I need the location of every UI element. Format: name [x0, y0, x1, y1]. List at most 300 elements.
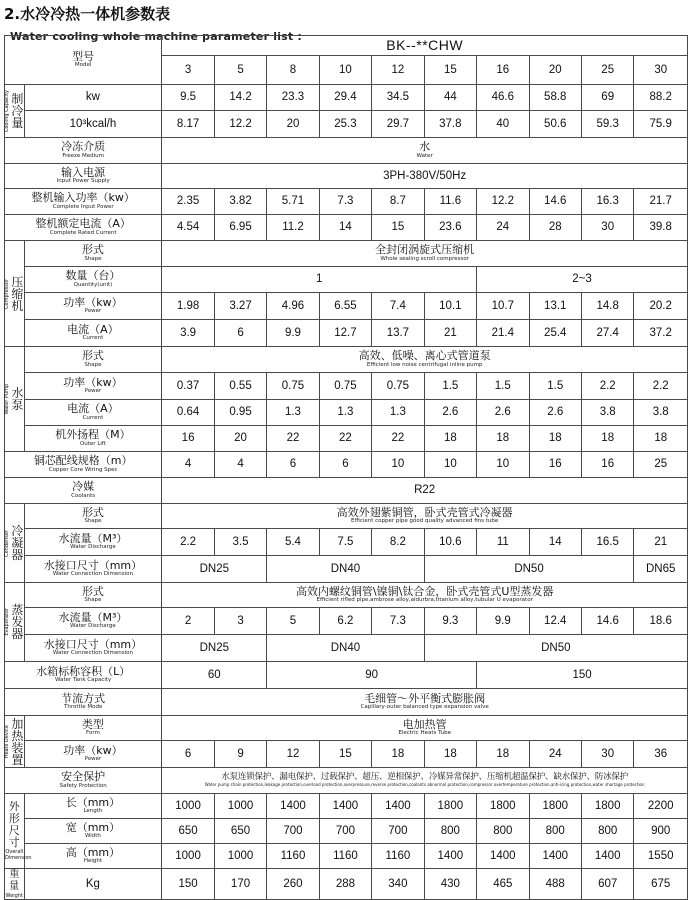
value-cell: 7.5: [319, 529, 371, 556]
cooling-group-cn: 制冷量: [11, 91, 24, 130]
model-number: 16: [477, 56, 529, 85]
input-power-supply-value: 3PH-380V/50Hz: [162, 164, 688, 189]
condenser-connection-row: [5, 556, 688, 583]
value-cell: 16.3: [581, 189, 633, 215]
condenser-shape-value-cell: [162, 504, 688, 529]
compressor-quantity-a: 1: [162, 267, 477, 293]
input-power-supply-label: 输入电源: [61, 165, 106, 179]
value-cell: 13.7: [372, 320, 424, 347]
compressor-current-row: [5, 320, 688, 347]
pump-shape-value: 高效、低噪、离心式管道泵: [358, 349, 491, 363]
pump-shape-value-en: Efficient low noise centrifugal inline pump: [366, 361, 483, 368]
value-cell: 7.3: [319, 189, 371, 215]
pump-group-en: Water Pump: [4, 383, 10, 415]
pump-lift-label: 机外扬程（M）: [55, 428, 131, 442]
value-cell: 10.6: [424, 529, 476, 556]
value-cell: 4.54: [162, 215, 214, 241]
value-cell: 14.6: [529, 189, 581, 215]
safety-row: [5, 768, 688, 794]
value-cell: 2.2: [162, 529, 214, 556]
condenser-shape-row: [5, 504, 688, 529]
water-tank-label-cell: [5, 662, 162, 689]
length-label-en: Length: [83, 808, 103, 815]
value-cell: 675: [634, 869, 688, 900]
heater-power-label: 功率（kw）: [63, 743, 123, 757]
value-cell: 25.3: [319, 111, 371, 138]
compressor-shape-value-en: Whole sealing scroll compressor: [380, 255, 469, 262]
value-cell: 22: [267, 426, 319, 452]
value-cell: 58.8: [529, 85, 581, 111]
value-cell: 11.6: [424, 189, 476, 215]
pump-current-label: 电流（A）: [67, 402, 119, 416]
value-cell: 10.1: [424, 293, 476, 320]
heater-form-value-cell: [162, 716, 688, 741]
page-title: [4, 3, 303, 43]
compressor-power-label-en: Power: [84, 308, 102, 315]
condenser-shape-label-en: Shape: [84, 518, 102, 525]
value-cell: 607: [581, 869, 633, 900]
value-cell: 650: [214, 819, 266, 844]
value-cell: 0.75: [372, 373, 424, 400]
value-cell: 3.5: [214, 529, 266, 556]
evaporator-connection-row: [5, 635, 688, 662]
cooling-kw-label: kw: [24, 85, 162, 111]
value-cell: 0.75: [319, 373, 371, 400]
evaporator-shape-value: 高效内螺纹铜管\镍铜\钛合金，卧式壳管式U型蒸发器: [295, 584, 554, 598]
value-cell: 88.2: [634, 85, 688, 111]
evaporator-connection-label: 水接口尺寸（mm）: [43, 637, 143, 651]
value-cell: 9.5: [162, 85, 214, 111]
value-cell: 1400: [267, 794, 319, 819]
value-cell: 3.27: [214, 293, 266, 320]
cooling-kcal-row: [5, 111, 688, 138]
value-cell: 1160: [319, 844, 371, 869]
value-cell: 1800: [581, 794, 633, 819]
value-cell: 21.4: [477, 320, 529, 347]
value-cell: 16: [581, 452, 633, 478]
model-number: 30: [634, 56, 688, 85]
value-cell: 14.2: [214, 85, 266, 111]
value-cell: 5.4: [267, 529, 319, 556]
value-cell: 36: [634, 741, 688, 768]
evaporator-shape-value-en: Efficient rifled pipe,ambrose alloy,aldurbra,titanium alloy,tubular U evaporator: [316, 597, 533, 604]
value-cell: 3.8: [634, 400, 688, 426]
value-cell: 14: [529, 529, 581, 556]
complete-rated-current-label-cell: [5, 215, 162, 241]
value-cell: 10.7: [477, 293, 529, 320]
pump-power-label-cell: [24, 373, 162, 400]
compressor-quantity-label-en: Quantity(unit): [73, 281, 113, 288]
value-cell: 14.6: [581, 608, 633, 635]
value-cell: 18: [581, 426, 633, 452]
pump-power-label: 功率（kw）: [63, 375, 123, 389]
value-cell: 46.6: [477, 85, 529, 111]
freeze-medium-value: 水: [419, 140, 431, 154]
height-label-cell: [24, 844, 162, 869]
pump-lift-label-en: Outer Lift: [79, 440, 106, 447]
weight-group-cell: [5, 869, 25, 900]
copper-wiring-label-en: Copper Core Wiring Spec: [48, 466, 118, 473]
condenser-connection-label: 水接口尺寸（mm）: [43, 558, 143, 572]
dimension-group-cell: [5, 794, 32, 869]
value-cell: 650: [162, 819, 214, 844]
value-cell: 2.2: [581, 373, 633, 400]
value-cell: 40: [477, 111, 529, 138]
model-label-cell: [5, 36, 162, 85]
compressor-current-label-en: Current: [82, 335, 104, 342]
value-cell: 260: [267, 869, 319, 900]
complete-rated-current-label-en: Complete Rated Current: [49, 229, 117, 236]
model-number: 8: [267, 56, 319, 85]
value-cell: 25.4: [529, 320, 581, 347]
title-en: Water cooling whole machine parameter list :: [10, 30, 303, 43]
value-cell: 488: [529, 869, 581, 900]
value-cell: 37.8: [424, 111, 476, 138]
parameter-table: [4, 35, 688, 900]
value-cell: 12: [267, 741, 319, 768]
value-cell: 288: [319, 869, 371, 900]
copper-wiring-row: [5, 452, 688, 478]
input-power-supply-row: [5, 164, 688, 189]
pump-power-label-en: Power: [84, 388, 102, 395]
value-cell: 430: [424, 869, 476, 900]
value-cell: 1400: [529, 844, 581, 869]
value-cell: 1400: [477, 844, 529, 869]
coolant-label-en: Coolants: [71, 492, 96, 499]
compressor-shape-row: [5, 241, 688, 267]
value-cell: 1.3: [372, 400, 424, 426]
compressor-shape-value: 全封闭涡旋式压缩机: [375, 243, 475, 257]
input-power-supply-label-en: Input Power Supply: [56, 178, 110, 185]
evaporator-shape-row: [5, 583, 688, 608]
heater-form-label-en: Form: [86, 730, 100, 737]
value-cell: 18: [529, 426, 581, 452]
compressor-shape-value-cell: [162, 241, 688, 267]
pump-lift-row: [5, 426, 688, 452]
evaporator-connection-label-en: Water Connection Dimension: [52, 650, 133, 657]
value-cell: 800: [581, 819, 633, 844]
complete-rated-current-label: 整机额定电流（A）: [35, 217, 131, 231]
safety-value-cell: [162, 768, 688, 794]
value-cell: 6.2: [319, 608, 371, 635]
coolant-value: R22: [162, 478, 688, 504]
pump-shape-label-en: Shape: [84, 361, 102, 368]
value-cell: 12.2: [214, 111, 266, 138]
safety-label-en: Safety Protection: [59, 782, 107, 789]
condenser-discharge-label-cell: [24, 529, 162, 556]
heater-form-value-en: Electric Heats Tube: [398, 730, 452, 737]
value-cell: 465: [477, 869, 529, 900]
value-cell: 13.1: [529, 293, 581, 320]
value-cell: 44: [424, 85, 476, 111]
value-cell: 10: [424, 452, 476, 478]
complete-input-power-label-en: Complete Input Power: [52, 203, 114, 210]
condenser-discharge-label: 水流量（M³）: [58, 531, 128, 545]
value-cell: 12.7: [319, 320, 371, 347]
compressor-power-label: 功率（kw）: [63, 295, 123, 309]
value-cell: 22: [372, 426, 424, 452]
value-cell: 18: [372, 741, 424, 768]
condenser-connection-c: DN50: [424, 556, 634, 583]
model-number: 12: [372, 56, 424, 85]
evaporator-shape-value-cell: [162, 583, 688, 608]
compressor-quantity-b: 2~3: [477, 267, 688, 293]
value-cell: 1.5: [477, 373, 529, 400]
condenser-discharge-row: [5, 529, 688, 556]
dimension-group-cn: 外形尺寸: [8, 800, 20, 849]
weight-unit: Kg: [24, 869, 162, 900]
width-label-en: Width: [84, 833, 101, 840]
value-cell: 9: [214, 741, 266, 768]
evaporator-connection-label-cell: [24, 635, 162, 662]
value-cell: 29.7: [372, 111, 424, 138]
pump-group-cell: [5, 347, 25, 452]
value-cell: 39.8: [634, 215, 688, 241]
value-cell: 7.3: [372, 608, 424, 635]
compressor-group-cn: 压缩机: [11, 274, 24, 313]
value-cell: 2200: [634, 794, 688, 819]
condenser-shape-label-cell: [24, 504, 162, 529]
model-number: 3: [162, 56, 214, 85]
value-cell: 25: [634, 452, 688, 478]
value-cell: 75.9: [634, 111, 688, 138]
value-cell: 11.2: [267, 215, 319, 241]
value-cell: 18: [424, 741, 476, 768]
evaporator-connection-b: DN40: [267, 635, 424, 662]
throttle-label-cell: [5, 689, 162, 716]
safety-label-cell: [5, 768, 162, 794]
length-label: 长（mm）: [65, 795, 121, 809]
pump-shape-value-cell: [162, 347, 688, 373]
water-tank-label: 水箱标称容积（L）: [36, 664, 131, 678]
value-cell: 28: [529, 215, 581, 241]
value-cell: 800: [477, 819, 529, 844]
value-cell: 700: [372, 819, 424, 844]
value-cell: 18: [477, 426, 529, 452]
heater-power-label-cell: [24, 741, 162, 768]
value-cell: 23.6: [424, 215, 476, 241]
compressor-shape-label-en: Shape: [84, 255, 102, 262]
value-cell: 18: [424, 426, 476, 452]
heater-power-label-en: Power: [84, 756, 102, 763]
freeze-medium-label-en: Freeze Medium: [62, 152, 105, 159]
compressor-quantity-row: [5, 267, 688, 293]
value-cell: 5: [267, 608, 319, 635]
value-cell: 15: [372, 215, 424, 241]
water-tank-c: 150: [477, 662, 688, 689]
value-cell: 30: [581, 741, 633, 768]
heater-form-row: [5, 716, 688, 741]
condenser-connection-label-cell: [24, 556, 162, 583]
throttle-value-en: Capillary-outer balanced type expansion valve: [360, 704, 489, 711]
width-label: 宽（mm）: [65, 820, 121, 834]
length-row: [5, 794, 688, 819]
value-cell: 1.5: [529, 373, 581, 400]
pump-shape-label-cell: [24, 347, 162, 373]
evaporator-connection-a: DN25: [162, 635, 267, 662]
value-cell: 21: [634, 529, 688, 556]
value-cell: 0.75: [267, 373, 319, 400]
water-tank-label-en: Water Tank Capacity: [55, 677, 112, 684]
value-cell: 14.8: [581, 293, 633, 320]
height-label: 高（mm）: [65, 845, 121, 859]
value-cell: 10: [477, 452, 529, 478]
value-cell: 8.2: [372, 529, 424, 556]
value-cell: 1550: [634, 844, 688, 869]
value-cell: 1800: [477, 794, 529, 819]
compressor-power-label-cell: [24, 293, 162, 320]
width-row: [5, 819, 688, 844]
value-cell: 9.3: [424, 608, 476, 635]
height-label-en: Height: [83, 858, 103, 865]
height-row: [5, 844, 688, 869]
evaporator-shape-label-en: Shape: [84, 597, 102, 604]
coolant-row: [5, 478, 688, 504]
value-cell: 15: [319, 741, 371, 768]
heater-form-label: 类型: [81, 717, 104, 731]
value-cell: 18.6: [634, 608, 688, 635]
value-cell: 1800: [529, 794, 581, 819]
value-cell: 24: [529, 741, 581, 768]
value-cell: 0.55: [214, 373, 266, 400]
safety-value-en: Water pump chain protection,leakage protection,overload protection,overpressure,reverse protection,coolants abnormal protection,compressor overtemperature protection,anti-icing protection,water shortage protection: [204, 782, 645, 788]
value-cell: 8.17: [162, 111, 214, 138]
safety-label: 安全保护: [61, 770, 106, 784]
input-power-supply-label-cell: [5, 164, 162, 189]
value-cell: 1.5: [424, 373, 476, 400]
safety-value: 水泵连锁保护、漏电保护、过载保护、超压、逆相保护、冷媒异常保护、压缩机超温保护、缺水保护、防冰保护: [221, 772, 629, 783]
freeze-medium-value-cell: [162, 138, 688, 164]
value-cell: 4: [214, 452, 266, 478]
value-cell: 23.3: [267, 85, 319, 111]
model-number: 15: [424, 56, 476, 85]
model-number: 5: [214, 56, 266, 85]
value-cell: 12.4: [529, 608, 581, 635]
value-cell: 1400: [372, 794, 424, 819]
value-cell: 0.64: [162, 400, 214, 426]
compressor-quantity-label: 数量（台）: [65, 269, 121, 283]
value-cell: 69: [581, 85, 633, 111]
value-cell: 10: [372, 452, 424, 478]
throttle-value-cell: [162, 689, 688, 716]
pump-current-label-cell: [24, 400, 162, 426]
compressor-shape-label: 形式: [81, 243, 104, 257]
value-cell: 900: [634, 819, 688, 844]
copper-wiring-label: 铜芯配线规格（m）: [33, 454, 133, 468]
pump-power-row: [5, 373, 688, 400]
value-cell: 1400: [319, 794, 371, 819]
title-cn: 2.水冷冷热一体机参数表: [4, 5, 171, 23]
model-label-en: Model: [74, 62, 92, 69]
compressor-shape-label-cell: [24, 241, 162, 267]
value-cell: 800: [529, 819, 581, 844]
value-cell: 2: [162, 608, 214, 635]
complete-rated-current-row: [5, 215, 688, 241]
value-cell: 16.5: [581, 529, 633, 556]
evaporator-discharge-label-cell: [24, 608, 162, 635]
value-cell: 1000: [162, 844, 214, 869]
value-cell: 2.6: [529, 400, 581, 426]
value-cell: 6: [162, 741, 214, 768]
condenser-discharge-label-en: Water Discharge: [70, 544, 116, 551]
coolant-label: 冷媒: [72, 480, 95, 494]
value-cell: 0.95: [214, 400, 266, 426]
water-tank-row: [5, 662, 688, 689]
value-cell: 18: [634, 426, 688, 452]
weight-label: 重量: [9, 869, 20, 892]
value-cell: 34.5: [372, 85, 424, 111]
cooling-kw-row: [5, 85, 688, 111]
pump-group-cn: 水泵: [11, 385, 24, 412]
evaporator-discharge-label: 水流量（M³）: [58, 610, 128, 624]
condenser-group-en: Condenser: [4, 529, 10, 557]
value-cell: 170: [214, 869, 266, 900]
series-name: BK--**CHW: [162, 36, 688, 56]
value-cell: 340: [372, 869, 424, 900]
condenser-connection-a: DN25: [162, 556, 267, 583]
value-cell: 50.6: [529, 111, 581, 138]
model-number: 10: [319, 56, 371, 85]
heater-group-cn: 加热装置: [11, 716, 24, 767]
complete-input-power-label-cell: [5, 189, 162, 215]
value-cell: 3: [214, 608, 266, 635]
value-cell: 6: [267, 452, 319, 478]
dimension-group-en: Overall Dimension: [5, 849, 32, 861]
value-cell: 1160: [267, 844, 319, 869]
value-cell: 9.9: [477, 608, 529, 635]
value-cell: 4: [162, 452, 214, 478]
value-cell: 9.9: [267, 320, 319, 347]
value-cell: 24: [477, 215, 529, 241]
evaporator-discharge-label-en: Water Discharge: [70, 623, 116, 630]
pump-shape-label: 形式: [81, 349, 104, 363]
length-label-cell: [24, 794, 162, 819]
condenser-shape-value-en: Efficient copper pipe good quality advanced fins tube: [351, 518, 499, 525]
evaporator-shape-label: 形式: [81, 584, 104, 598]
value-cell: 700: [267, 819, 319, 844]
compressor-group-en: Compressor: [4, 278, 10, 309]
value-cell: 700: [319, 819, 371, 844]
condenser-group-cn: 冷凝器: [11, 524, 24, 562]
value-cell: 59.3: [581, 111, 633, 138]
value-cell: 2.6: [424, 400, 476, 426]
throttle-row: [5, 689, 688, 716]
cooling-group-en: Cooling Capacity: [4, 89, 10, 133]
condenser-connection-d: DN65: [634, 556, 688, 583]
condenser-connection-label-en: Water Connection Dimension: [52, 571, 133, 578]
value-cell: 1.98: [162, 293, 214, 320]
compressor-group-cell: [5, 241, 25, 347]
value-cell: 1.3: [267, 400, 319, 426]
model-label: 型号: [72, 49, 95, 63]
evaporator-group-cell: [5, 583, 25, 662]
value-cell: 3.8: [581, 400, 633, 426]
value-cell: 4.96: [267, 293, 319, 320]
throttle-value: 毛细管～外平衡式膨胀阀: [364, 691, 486, 705]
model-number: 20: [529, 56, 581, 85]
value-cell: 30: [581, 215, 633, 241]
complete-input-power-label: 整机输入功率（kw）: [31, 191, 135, 205]
condenser-shape-value: 高效外翅紫铜管，卧式壳管式冷凝器: [336, 505, 513, 519]
freeze-medium-value-en: Water: [416, 152, 433, 159]
condenser-shape-label: 形式: [81, 505, 104, 519]
value-cell: 21.7: [634, 189, 688, 215]
heater-form-label-cell: [24, 716, 162, 741]
weight-row: [5, 869, 688, 900]
value-cell: 22: [319, 426, 371, 452]
pump-shape-row: [5, 347, 688, 373]
water-tank-b: 90: [267, 662, 477, 689]
